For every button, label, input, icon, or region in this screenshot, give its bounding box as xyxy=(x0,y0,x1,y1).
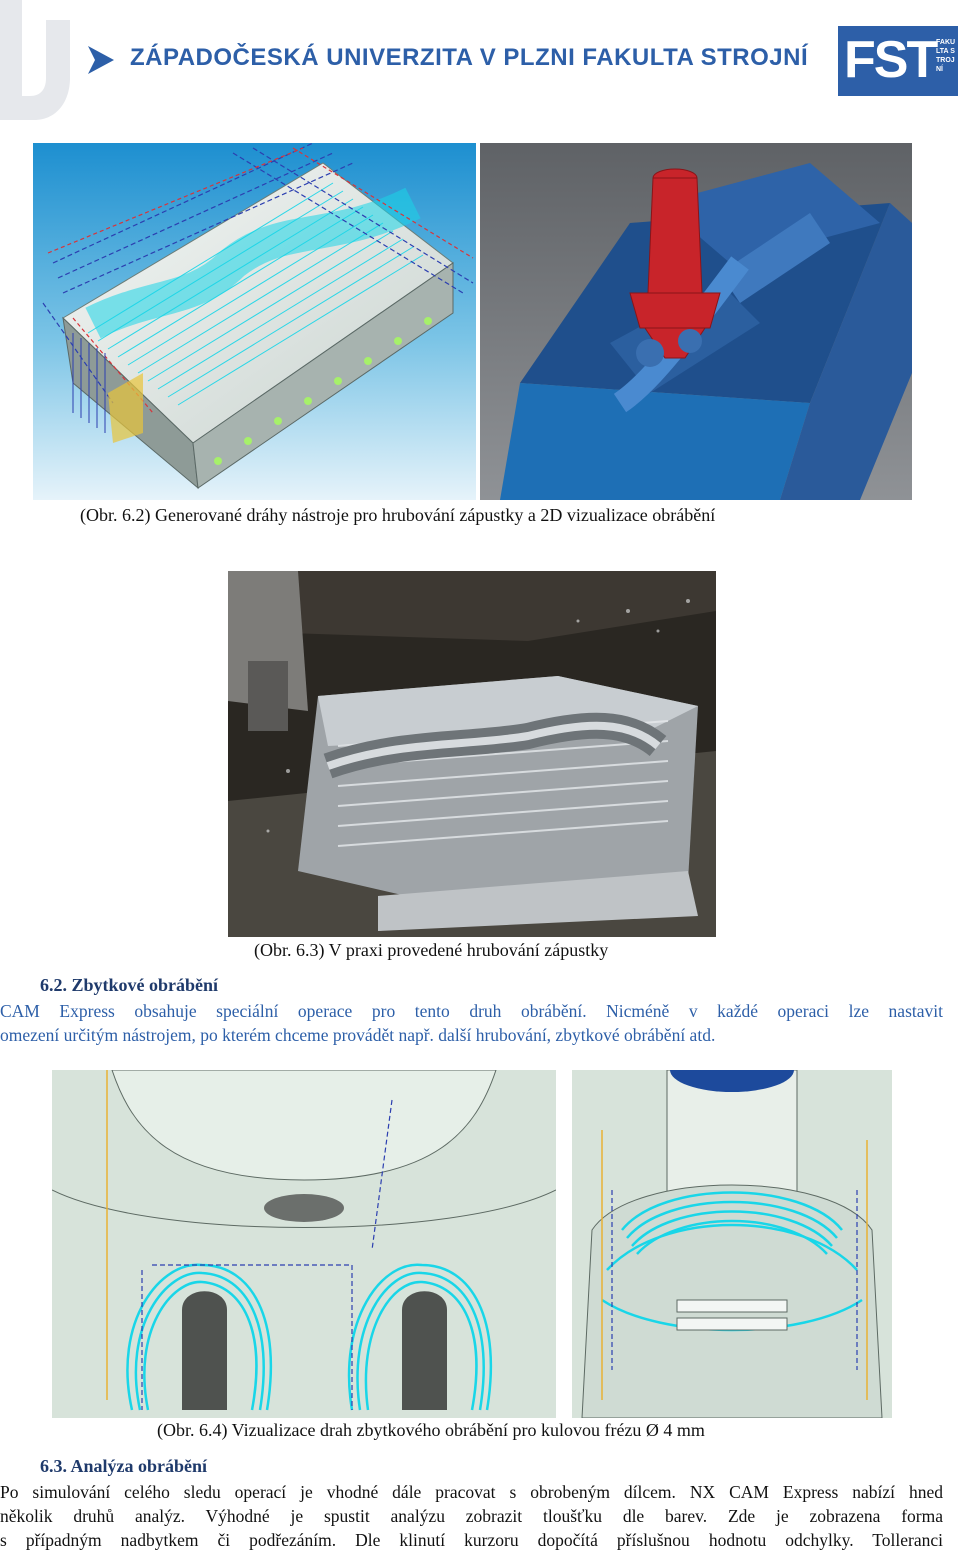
university-logo-mark xyxy=(0,0,70,120)
arrow-icon xyxy=(88,46,114,74)
paragraph-line: s případným nadbytkem či podřezáním. Dle klinutí kurzoru dopočítá příslušnou hodnotu odchylky. Tolleranci xyxy=(0,1530,943,1550)
paragraph-line: Po simulování celého sledu operací je vhodné dále pracovat s obrobeným dílcem. NX CAM Express nabízí hned xyxy=(0,1482,943,1502)
figure-6-3-caption: (Obr. 6.3) V praxi provedené hrubování zápustky xyxy=(254,940,609,960)
fst-logo-text: FST xyxy=(844,31,937,89)
rest-machining-right-image xyxy=(572,1070,892,1418)
figure-6-2-caption: (Obr. 6.2) Generované dráhy nástroje pro hrubování zápustky a 2D vizualizace obrábění xyxy=(80,505,716,525)
toolpath-render-image xyxy=(33,143,476,500)
machining-visualization-image xyxy=(480,143,912,500)
machined-die-photo xyxy=(228,571,716,937)
figure-6-4-caption: (Obr. 6.4) Vizualizace drah zbytkového obrábění pro kulovou frézu Ø 4 mm xyxy=(157,1420,705,1440)
page-header xyxy=(0,0,960,120)
paragraph-line: několik druhů analýz. Výhodné je spustit analýzu zobrazit tloušťku dle barev. Zde je zobrazena forma xyxy=(0,1506,943,1526)
fst-logo-subtext: FAKULTA STROJNÍ xyxy=(936,39,956,73)
rest-machining-left-image xyxy=(52,1070,556,1418)
paragraph-line: omezení určitým nástrojem, po kterém chceme provádět např. další hrubování, zbytkové obrábění atd. xyxy=(0,1025,716,1045)
section-6-3-heading: 6.3. Analýza obrábění xyxy=(40,1456,208,1476)
section-6-3-paragraph xyxy=(0,1480,943,1552)
paragraph-line: CAM Express obsahuje speciální operace pro tento druh obrábění. Nicméně v každé operaci lze nastavit xyxy=(0,1001,943,1021)
section-6-2-heading: 6.2. Zbytkové obrábění xyxy=(40,975,219,995)
section-6-2-paragraph xyxy=(0,999,943,1047)
university-name: ZÁPADOČESKÁ UNIVERZITA V PLZNI FAKULTA STROJNÍ xyxy=(130,44,809,71)
fst-logo xyxy=(838,26,958,96)
